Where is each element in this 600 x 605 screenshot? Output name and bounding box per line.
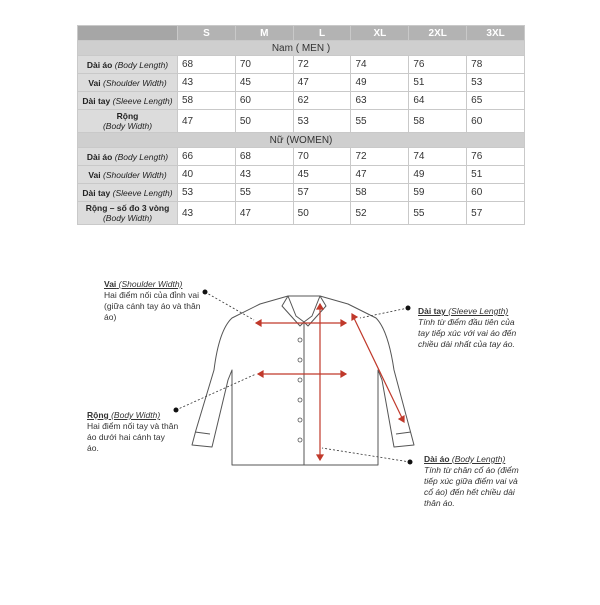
leader-dot [406, 306, 411, 311]
size-value: 43 [178, 202, 236, 225]
note-shoulder-title: Vai (Shoulder Width) [104, 279, 183, 289]
note-shoulder-body: Hai điểm nối của đỉnh vai (giữa cánh tay áo và thân áo) [104, 290, 201, 322]
size-chart-table [77, 25, 525, 225]
row-label [78, 92, 178, 110]
size-value: 60 [467, 184, 525, 202]
arrow-head [341, 320, 346, 326]
size-value: 72 [293, 56, 351, 74]
row-label [78, 202, 178, 225]
size-value: 47 [293, 74, 351, 92]
size-header: L [293, 26, 351, 41]
size-value: 57 [293, 184, 351, 202]
row-label [78, 148, 178, 166]
section-row-men [78, 41, 525, 56]
size-value: 74 [351, 56, 409, 74]
size-value: 60 [235, 92, 293, 110]
size-value: 47 [235, 202, 293, 225]
section-title: Nam ( MEN ) [78, 41, 525, 56]
table-row [78, 148, 525, 166]
arrow-head [317, 455, 323, 460]
size-value: 40 [178, 166, 236, 184]
shirt-button [298, 358, 302, 362]
leader-line-body-length [322, 448, 410, 462]
size-value: 72 [351, 148, 409, 166]
size-value: 51 [409, 74, 467, 92]
note-body-length-body: Tính từ chân cổ áo (điểm tiếp xúc giữa điểm vai và cổ áo) đến hết chiều dài thân áo. [424, 465, 519, 508]
shirt-collar-right [304, 296, 326, 326]
size-value: 55 [235, 184, 293, 202]
note-body-width [87, 410, 179, 454]
row-label-vi: Rộng [116, 111, 139, 121]
table-row [78, 110, 525, 133]
size-value: 49 [409, 166, 467, 184]
size-value: 57 [467, 202, 525, 225]
size-header: 2XL [409, 26, 467, 41]
note-body-width-body: Hai điểm nối tay và thân áo dưới hai cánh tay áo. [87, 421, 179, 453]
table-row [78, 74, 525, 92]
leader-line-sleeve [360, 308, 408, 318]
size-value: 52 [351, 202, 409, 225]
row-label-vi: Dài áo [86, 151, 113, 162]
note-sleeve [418, 306, 520, 350]
row-label-en: (Shoulder Width) [102, 77, 167, 88]
arrow-head [399, 416, 404, 422]
size-value: 70 [293, 148, 351, 166]
size-value: 55 [351, 110, 409, 133]
size-header: 3XL [467, 26, 525, 41]
size-value: 78 [467, 56, 525, 74]
size-value: 53 [467, 74, 525, 92]
arrow-head [352, 314, 357, 320]
measurement-diagram [0, 260, 600, 600]
table-row [78, 166, 525, 184]
table-row [78, 184, 525, 202]
arrow-head [258, 371, 263, 377]
size-header: S [178, 26, 236, 41]
row-label-vi: Vai [88, 77, 101, 88]
section-title: Nữ (WOMEN) [78, 133, 525, 148]
size-value: 70 [235, 56, 293, 74]
row-label-en: (Sleeve Length) [112, 95, 173, 106]
right-cuff-line [396, 432, 411, 434]
table-row [78, 92, 525, 110]
size-value: 49 [351, 74, 409, 92]
note-sleeve-body: Tính từ điểm đầu tiên của tay tiếp xúc với vai áo đến chiều dài nhất của tay áo. [418, 317, 517, 349]
size-header-row [78, 26, 525, 41]
size-value: 47 [351, 166, 409, 184]
table-row [78, 56, 525, 74]
shirt-button [298, 378, 302, 382]
note-body-length [424, 454, 524, 509]
shirt-button [298, 338, 302, 342]
row-label-vi: Dài áo [86, 59, 113, 70]
size-value: 66 [178, 148, 236, 166]
size-value: 58 [409, 110, 467, 133]
size-value: 50 [235, 110, 293, 133]
row-label-en: (Body Width) [102, 121, 153, 131]
shirt-button [298, 438, 302, 442]
size-value: 43 [178, 74, 236, 92]
size-value: 53 [178, 184, 236, 202]
row-label-vi: Dài tay [82, 95, 111, 106]
row-label-en: (Sleeve Length) [112, 187, 173, 198]
size-value: 65 [467, 92, 525, 110]
row-label-en: (Body Length) [114, 59, 169, 70]
size-value: 51 [467, 166, 525, 184]
shirt-button [298, 398, 302, 402]
leader-line-shoulder [205, 292, 254, 320]
row-label [78, 110, 178, 133]
size-value: 60 [467, 110, 525, 133]
row-label [78, 56, 178, 74]
note-body-length-title: Dài áo (Body Length) [424, 454, 506, 464]
size-value: 76 [409, 56, 467, 74]
size-value: 58 [351, 184, 409, 202]
row-label-en: (Shoulder Width) [102, 169, 167, 180]
size-value: 59 [409, 184, 467, 202]
row-label-vi: Vai [88, 169, 101, 180]
size-value: 53 [293, 110, 351, 133]
size-value: 74 [409, 148, 467, 166]
arrow-head [256, 320, 261, 326]
size-value: 55 [409, 202, 467, 225]
size-value: 45 [293, 166, 351, 184]
row-label [78, 74, 178, 92]
shirt-collar-left [282, 296, 304, 326]
note-sleeve-title: Dài tay (Sleeve Length) [418, 306, 509, 316]
row-label-vi: Rộng – số đo 3 vòng [85, 203, 170, 213]
size-value: 68 [235, 148, 293, 166]
section-row-women [78, 133, 525, 148]
row-label [78, 166, 178, 184]
size-value: 45 [235, 74, 293, 92]
size-value: 50 [293, 202, 351, 225]
note-shoulder [104, 279, 204, 323]
size-value: 63 [351, 92, 409, 110]
arrow-head [317, 304, 323, 309]
size-header: M [235, 26, 293, 41]
size-value: 64 [409, 92, 467, 110]
size-header-blank [78, 26, 178, 41]
size-value: 47 [178, 110, 236, 133]
note-body-width-title: Rộng (Body Width) [87, 410, 161, 420]
size-value: 43 [235, 166, 293, 184]
size-value: 62 [293, 92, 351, 110]
shirt-button [298, 418, 302, 422]
size-value: 58 [178, 92, 236, 110]
leader-line-body-width [176, 374, 256, 410]
leader-dot [408, 460, 413, 465]
arrow-head [341, 371, 346, 377]
left-cuff-line [195, 432, 210, 434]
row-label [78, 184, 178, 202]
row-label-en: (Body Width) [102, 213, 153, 223]
size-value: 76 [467, 148, 525, 166]
size-header: XL [351, 26, 409, 41]
table-row [78, 202, 525, 225]
row-label-vi: Dài tay [82, 187, 111, 198]
size-value: 68 [178, 56, 236, 74]
row-label-en: (Body Length) [114, 151, 169, 162]
